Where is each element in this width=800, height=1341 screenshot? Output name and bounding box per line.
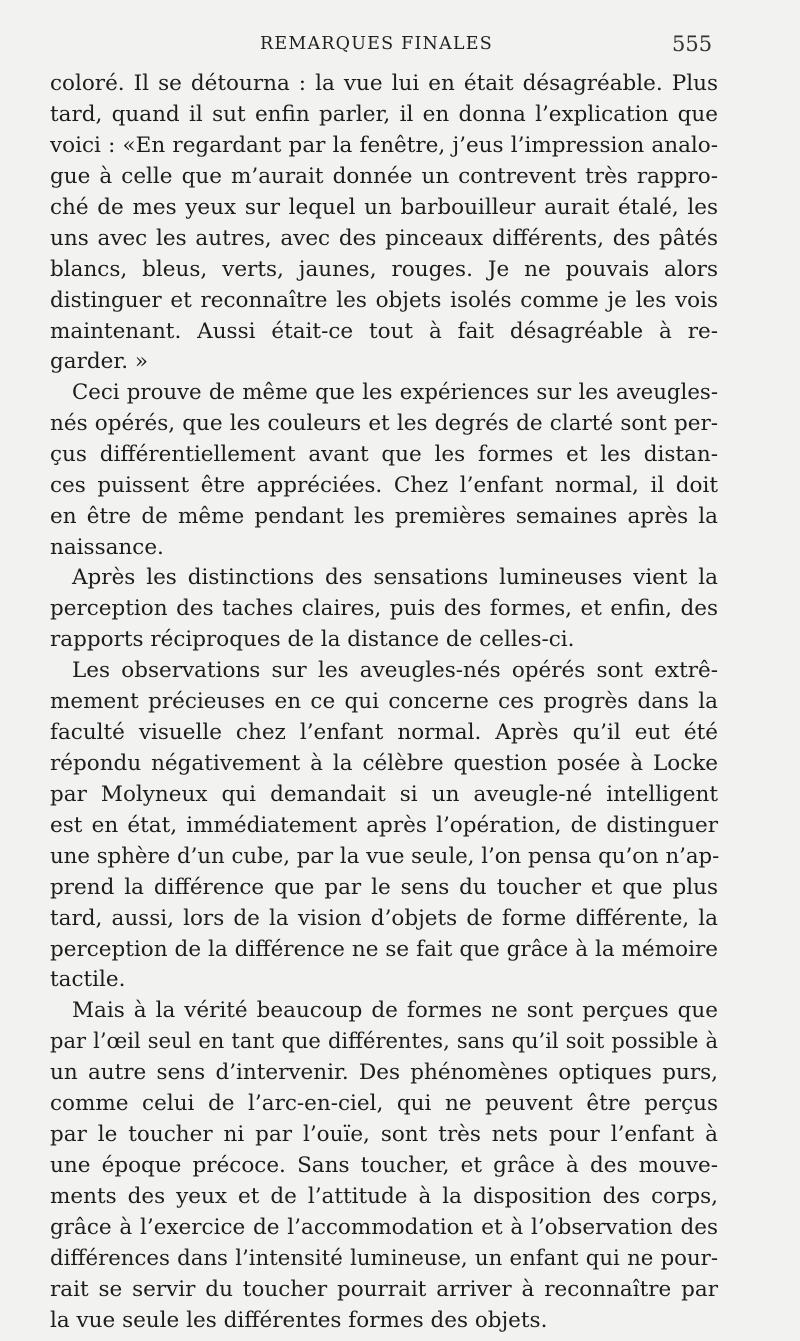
text-line: une époque précoce. Sans toucher, et grâce à des mouve- <box>50 1153 718 1178</box>
paragraph-first-line: Les observations sur les aveugles-nés opérés sont extrê- <box>72 658 718 683</box>
text-line: faculté visuelle chez l’enfant normal. Après qu’il eut été <box>50 720 718 745</box>
running-title: REMARQUES FINALES <box>260 34 493 54</box>
text-line: perception de la différence ne se fait que grâce à la mémoire <box>50 937 718 962</box>
text-line: garder. » <box>50 349 149 374</box>
text-line: maintenant. Aussi était-ce tout à fait désagréable à re- <box>50 319 718 344</box>
text-line: tard, quand il sut enfin parler, il en donna l’explication que <box>50 102 718 127</box>
page-header <box>0 32 800 62</box>
text-line: tactile. <box>50 967 126 992</box>
text-line: gue à celle que m’aurait donnée un contrevent très rappro- <box>50 164 718 189</box>
paragraph-first-line: Ceci prouve de même que les expériences sur les aveugles- <box>72 380 718 405</box>
text-line: naissance. <box>50 535 164 560</box>
text-line: distinguer et reconnaître les objets isolés comme je les vois <box>50 288 718 313</box>
text-line: par Molyneux qui demandait si un aveugle-né intelligent <box>50 782 718 807</box>
text-line: coloré. Il se détourna : la vue lui en était désagréable. Plus <box>50 71 718 96</box>
paragraph-first-line: Mais à la vérité beaucoup de formes ne sont perçues que <box>72 998 718 1023</box>
text-line: ments des yeux et de l’attitude à la disposition des corps, <box>50 1184 718 1209</box>
text-line: voici : «En regardant par la fenêtre, j’eus l’impression analo- <box>50 133 718 158</box>
text-line: ces puissent être appréciées. Chez l’enfant normal, il doit <box>50 473 718 498</box>
text-line: par l’œil seul en tant que différentes, sans qu’il soit possible à <box>50 1029 718 1053</box>
text-line: en être de même pendant les premières semaines après la <box>50 504 718 529</box>
text-line: uns avec les autres, avec des pinceaux différents, des pâtés <box>50 226 718 251</box>
text-line: perception des taches claires, puis des formes, et enfin, des <box>50 596 718 621</box>
text-line: rait se servir du toucher pourrait arriver à reconnaître par <box>50 1277 718 1302</box>
text-line: ché de mes yeux sur lequel un barbouilleur aurait étalé, les <box>50 195 718 220</box>
text-line: tard, aussi, lors de la vision d’objets de forme différente, la <box>50 906 718 931</box>
text-line: grâce à l’exercice de l’accommodation et à l’observation des <box>50 1215 718 1240</box>
text-line: blancs, bleus, verts, jaunes, rouges. Je ne pouvais alors <box>50 257 718 282</box>
page-number: 555 <box>672 32 713 56</box>
text-line: répondu négativement à la célèbre question posée à Locke <box>50 751 718 776</box>
text-line: mement précieuses en ce qui concerne ces progrès dans la <box>50 689 718 714</box>
text-line: par le toucher ni par l’ouïe, sont très nets pour l’enfant à <box>50 1122 718 1147</box>
text-line: rapports réciproques de la distance de celles-ci. <box>50 627 575 652</box>
text-line: la vue seule les différentes formes des objets. <box>50 1308 548 1333</box>
paragraph-first-line: Après les distinctions des sensations lumineuses vient la <box>72 565 718 590</box>
text-line: est en état, immédiatement après l’opération, de distinguer <box>50 813 718 838</box>
text-line: une sphère d’un cube, par la vue seule, l’on pensa qu’on n’ap- <box>50 844 720 869</box>
text-line: un autre sens d’intervenir. Des phénomènes optiques purs, <box>50 1060 718 1085</box>
text-line: çus différentiellement avant que les formes et les distan- <box>50 442 718 467</box>
text-line: comme celui de l’arc-en-ciel, qui ne peuvent être perçus <box>50 1091 718 1116</box>
text-line: différences dans l’intensité lumineuse, un enfant qui ne pour- <box>50 1246 718 1271</box>
text-line: prend la différence que par le sens du toucher et que plus <box>50 875 718 900</box>
text-line: nés opérés, que les couleurs et les degrés de clarté sont per- <box>50 411 718 436</box>
